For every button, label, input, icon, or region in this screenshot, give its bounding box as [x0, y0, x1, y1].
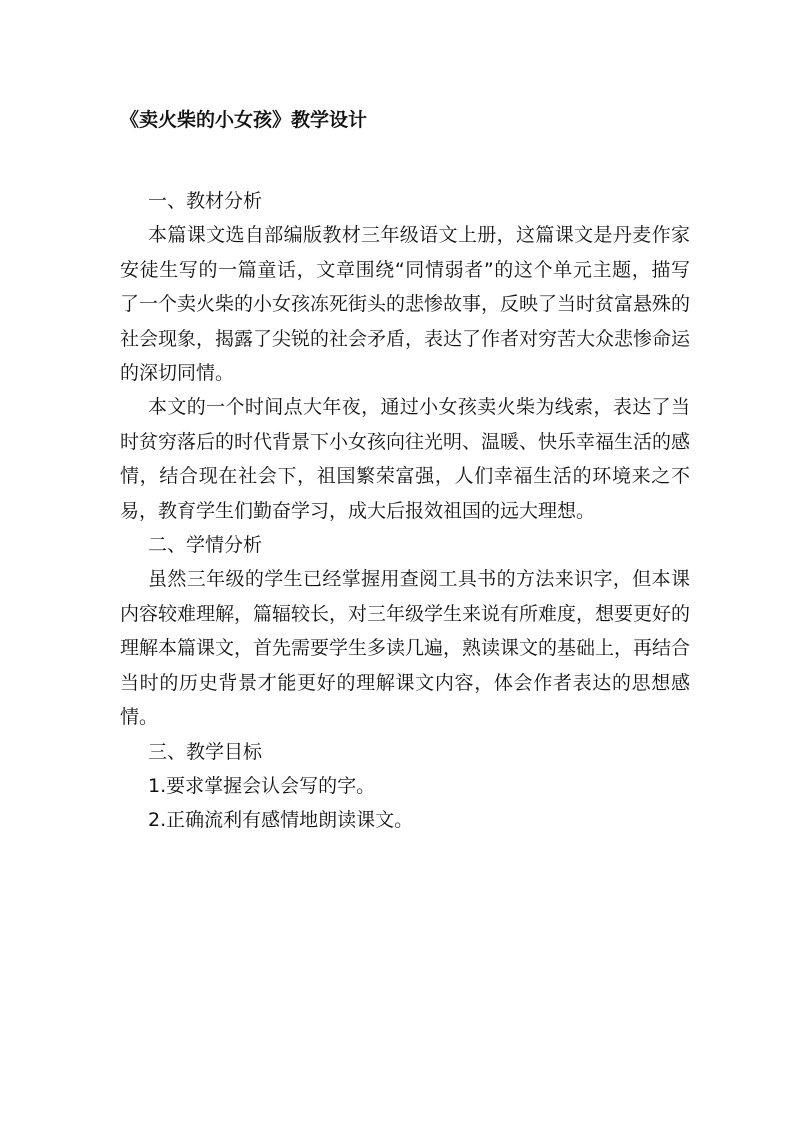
section-heading-goals: 三、教学目标	[148, 740, 263, 763]
document-title: 《卖火柴的小女孩》教学设计	[120, 109, 368, 131]
section-heading-analysis: 一、教材分析	[148, 190, 263, 212]
paragraph-text-theme: 本文的一个时间点大年夜，通过小女孩卖火柴为线索，表达了当时贫穷落后的时代背景下小女孩向往光明、温暖、快乐幸福生活的感情，结合现在社会下，祖国繁荣富强，人们幸福生活的环境来之不易，教育学生们勤奋学习，成大后报效祖国的远大理想。	[120, 396, 691, 522]
document-body	[120, 184, 690, 838]
section-heading-students: 二、学情分析	[148, 534, 263, 557]
paragraph-text-students: 虽然三年级的学生已经掌握用查阅工具书的方法来识字，但本课内容较难理解，篇辐较长，对三年级学生来说有所难度，想要更好的理解本篇课文，首先需要学生多读几遍，熟读课文的基础上，再结合当时的历史背景才能更好的理解课文内容，体会作者表达的思想感情。	[120, 568, 691, 729]
goal-item-2: 2.正确流利有感情地朗读课文。	[148, 809, 414, 832]
goal-item-1: 1.要求掌握会认会写的字。	[148, 774, 376, 797]
paragraph-text-intro: 本篇课文选自部编版教材三年级语文上册，这篇课文是丹麦作家安徒生写的一篇童话，文章围绕“同情弱者”的这个单元主题，描写 了一个卖火柴的小女孩冻死街头的悲惨故事，反映了当时贫富悬殊的社会现象，揭露了尖锐的社会矛盾，表达了作者对穷苦大众悲惨命运的深切同情。	[120, 224, 691, 385]
